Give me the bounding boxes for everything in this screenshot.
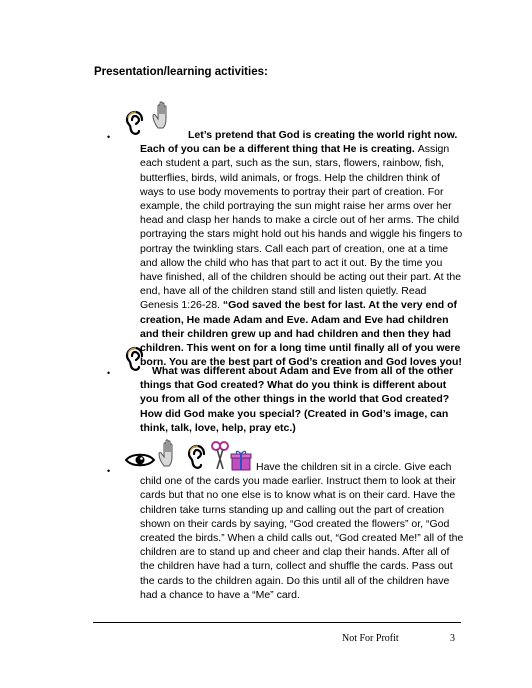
ear-icon — [124, 110, 148, 143]
activity-item-2 — [107, 346, 464, 435]
footer-divider — [93, 622, 461, 623]
activity-item-1 — [107, 100, 464, 369]
body-text: one of the cards you made earlier. Instruct them to look at their cards but that no one else is to know what is on their card. Have the children take turns standing up and calling out the part of creation shown on their cards by saying, “God created the flowers” or, “God created the birds.” When a child calls out, “God created Me!” all of the children are to stand up and cheer and clap their hands. After all of the children have had a turn, collect and shuffle the cards. Pass out the cards to the children again. Do this until all of the children have had a chance to have a “Me” card. — [140, 475, 464, 601]
ear-icon — [186, 444, 210, 477]
gift-icon — [230, 450, 252, 477]
hand-icon — [158, 438, 182, 473]
activity-item-3 — [107, 436, 464, 602]
page-number: 3 — [450, 633, 455, 644]
scissors-icon — [210, 440, 230, 475]
lead-text: Have the children sit in a circle. Give each child — [140, 461, 452, 488]
bullet: • — [107, 368, 111, 378]
closing-text: “God saved the best for last. At the very end of creation, He made Adam and Eve. Adam and Eve had children and their children grew up and had children and then they had children. This went on for a long time until finally all of you were born. You are the best part of God’s creation and God loves you! — [140, 299, 462, 369]
ear-icon — [124, 346, 148, 379]
bold-text: things that God created? What do you think is different about you from all of the other things in the world that God created? How did God make you special? (Created in God’s image, can think, talk, love, help, pray etc.) — [140, 379, 450, 434]
eye-icon — [124, 452, 156, 473]
footer-label: Not For Profit — [342, 633, 399, 644]
lead-text: What was different about Adam and Eve from all of the other — [152, 365, 454, 377]
body-text: Assign each student a part, such as the sun, stars, flowers, rainbow, fish, butterflies, birds, wild animals, or frogs. Help the children think of ways to use body movements to portray their part of creation. For example, the child portraying the sun might raise her arms over her head and clasp her hands to make a circle out of her arms. The child portraying the stars might hold out his hands and wiggle his fingers to portray the twinkling stars. Call each part of creation, one at a time and allow the child who has that part to act it out. By the time you have finished, all of the children should be acting out their part. At the end, have all of the children stand still and listen quietly. Read Genesis 1:26-28. — [140, 143, 463, 312]
bullet: • — [107, 132, 111, 142]
bold-text: Each of you can be a different thing that He is creating. — [140, 143, 418, 156]
bullet: • — [107, 466, 111, 476]
hand-icon — [152, 100, 176, 135]
section-heading: Presentation/learning activities: — [94, 66, 268, 78]
lead-text: Let’s pretend that God is creating the world right now. — [188, 129, 458, 141]
